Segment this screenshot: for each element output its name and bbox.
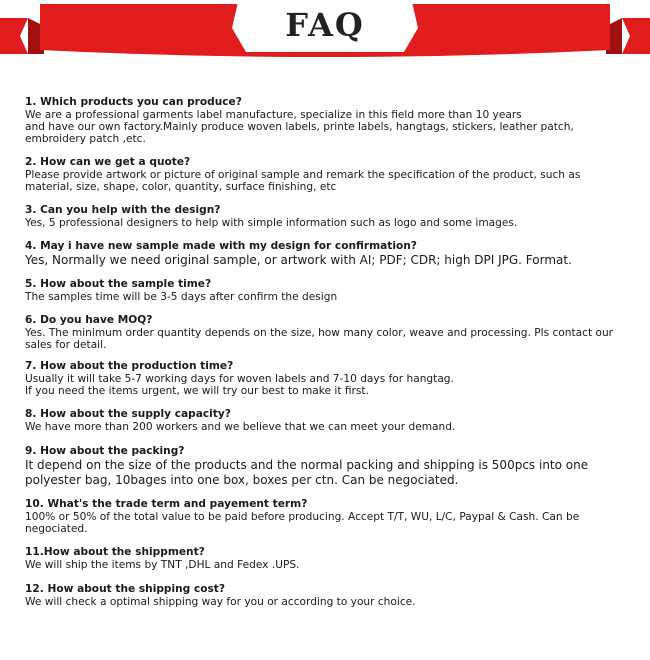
faq-question: 6. Do you have MOQ? [25,314,153,326]
faq-question: 1. Which products you can produce? [25,96,242,108]
faq-list [25,96,635,608]
faq-item-3 [25,204,635,229]
faq-question: 8. How about the supply capacity? [25,408,231,420]
faq-answer-line: 100% or 50% of the total value to be paid before producing. Accept T/T, WU, L/C, Paypal & Cash. Can be [25,511,580,523]
faq-answer-line: We will check a optimal shipping way for you or according to your choice. [25,596,416,608]
faq-item-10 [25,498,635,535]
faq-item-7 [25,360,635,397]
faq-answer-line: It depend on the size of the products and the normal packing and shipping is 500pcs into one [25,458,589,472]
faq-answer-line: and have our own factory.Mainly produce woven labels, printe labels, hangtags, stickers, leather patch, [25,121,574,133]
faq-answer-line: We have more than 200 workers and we believe that we can meet your demand. [25,421,456,433]
faq-item-5 [25,278,635,303]
faq-item-9 [25,445,635,488]
faq-answer-line: Yes, Normally we need original sample, or artwork with AI; PDF; CDR; high DPI JPG. Format. [25,253,572,267]
faq-question: 2. How can we get a quote? [25,156,191,168]
faq-question: 10. What's the trade term and payement term? [25,498,308,510]
faq-question: 3. Can you help with the design? [25,204,221,216]
faq-item-12 [25,583,635,608]
faq-question: 7. How about the production time? [25,360,234,372]
faq-answer-line: Please provide artwork or picture of original sample and remark the specification of the product, such as [25,169,581,181]
faq-answer-line: negociated. [25,523,88,535]
faq-answer-line: Yes, 5 professional designers to help with simple information such as logo and some images. [25,217,518,229]
faq-answer-line: Yes. The minimum order quantity depends on the size, how many color, weave and processing. Pls contact our [25,327,614,339]
faq-question: 4. May i have new sample made with my design for confirmation? [25,240,417,252]
faq-item-8 [25,408,635,433]
faq-answer-line: embroidery patch ,etc. [25,133,146,145]
faq-answer-line: polyester bag, 10bages into one box, boxes per ctn. Can be negociated. [25,473,459,487]
faq-answer-line: material, size, shape, color, quantity, surface finishing, etc [25,181,337,193]
faq-answer-line: If you need the items urgent, we will try our best to make it first. [25,385,369,397]
page-title: FAQ [285,6,365,44]
faq-answer-line: sales for detail. [25,339,107,351]
faq-item-2 [25,156,635,193]
faq-item-11 [25,546,635,571]
faq-question: 12. How about the shipping cost? [25,583,226,595]
faq-item-1 [25,96,635,145]
faq-answer-line: We will ship the items by TNT ,DHL and Fedex .UPS. [25,559,300,571]
faq-answer-line: We are a professional garments label manufacture, specialize in this field more than 10 years [25,109,522,121]
faq-item-4 [25,240,635,268]
faq-question: 5. How about the sample time? [25,278,212,290]
faq-question: 11.How about the shippment? [25,546,205,558]
faq-answer-line: Usually it will take 5-7 working days for woven labels and 7-10 days for hangtag. [25,373,454,385]
faq-answer-line: The samples time will be 3-5 days after confirm the design [25,291,338,303]
faq-item-6 [25,314,635,351]
faq-question: 9. How about the packing? [25,445,185,457]
